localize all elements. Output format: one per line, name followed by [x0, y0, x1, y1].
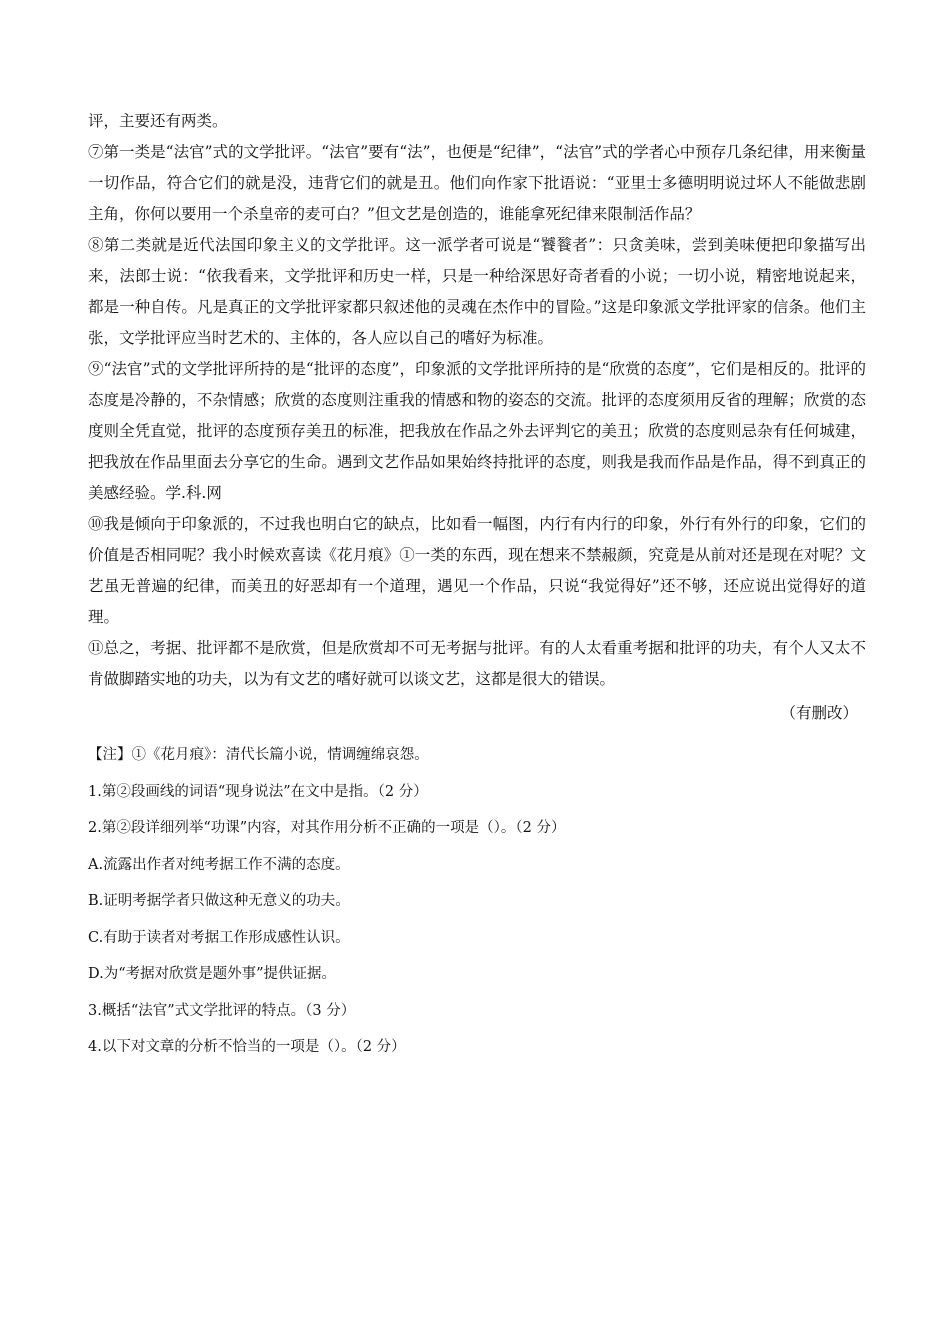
question-2-option-b: B.证明考据学者只做这种无意义的功夫。 — [88, 893, 350, 909]
paragraph-7: ⑦第一类是“法官”式的文学批评。“法官”要有“法”，也便是“纪律”，“法官”式的学者心中预存几条纪律，用来衡量一切作品，符合它们的就是没，违背它们的就是丑。他们向作家下批语说：“亚里士多德明明说过坏人不能做悲剧主角，你何以要用一个杀皇帝的麦可白？”但文艺是创造的，谁能拿死纪律来限制活作品？ — [88, 143, 866, 223]
question-2-option-c: C.有助于读者对考据工作形成感性认识。 — [88, 929, 350, 946]
question-2-option-d: D.为“考据对欣赏是题外事”提供证据。 — [88, 966, 337, 982]
paragraph-6-tail: 评，主要还有两类。 — [88, 112, 228, 130]
annotation-note: 【注】①《花月痕》：清代长篇小说，情调缠绵哀怨。 — [88, 747, 429, 763]
paragraph-8: ⑧第二类就是近代法国印象主义的文学批评。这一派学者可说是“饕餮者”：只贪美味，尝到美味便把印象描写出来，法郎士说：“依我看来，文学批评和历史一样，只是一种给深思好奇者看的小说；一切小说，精密地说起来，都是一种自传。凡是真正的文学批评家都只叙述他的灵魂在杰作中的冒险。”这是印象派文学批评家的信条。他们主张，文学批评应当时艺术的、主体的，各人应以自己的嗜好为标准。 — [88, 236, 866, 347]
question-1: 1.第②段画线的词语“现身说法”在文中是指。（2 分） — [88, 783, 428, 800]
paragraph-10: ⑩我是倾向于印象派的，不过我也明白它的缺点，比如看一幅图，内行有内行的印象，外行有外行的印象，它们的价值是否相同呢？我小时候欢喜读《花月痕》①一类的东西，现在想来不禁赧颜，究竟是从前对还是现在对呢？文艺虽无普遍的纪律，而美丑的好恶却有一个道理，遇见一个作品，只说“我觉得好”还不够，还应说出觉得好的道理。 — [88, 515, 866, 626]
paragraph-11: ⑪总之，考据、批评都不是欣赏，但是欣赏却不可无考据与批评。有的人太看重考据和批评的功夫，有个人又太不肯做脚踏实地的功夫，以为有文艺的嗜好就可以谈文艺，这都是很大的错误。 — [88, 639, 866, 688]
paragraph-9: ⑨“法官”式的文学批评所持的是“批评的态度”，印象派的文学批评所持的是“欣赏的态度”，它们是相反的。批评的态度是冷静的，不杂情感；欣赏的态度则注重我的情感和物的姿态的交流。批评的态度须用反省的理解；欣赏的态度则全凭直觉，批评的态度预存美丑的标准，把我放在作品之外去评判它的美丑；欣赏的态度则忌杂有任何城建，把我放在作品里面去分享它的生命。遇到文艺作品如果始终持批评的态度，则我是我而作品是作品，得不到真正的美感经验。学.科.网 — [88, 360, 866, 502]
question-2: 2.第②段详细列举“功课”内容，对其作用分析不正确的一项是（）。（2 分） — [88, 820, 566, 836]
questions-section — [88, 737, 866, 1066]
question-4: 4.以下对文章的分析不恰当的一项是（）。（2 分） — [88, 1039, 406, 1055]
document-content — [88, 106, 866, 1066]
question-2-option-a: A.流露出作者对纯考据工作不满的态度。 — [88, 856, 350, 873]
source-note: （有删改） — [780, 704, 858, 722]
question-3: 3.概括“法官”式文学批评的特点。（3 分） — [88, 1002, 356, 1019]
article-body — [88, 106, 866, 729]
